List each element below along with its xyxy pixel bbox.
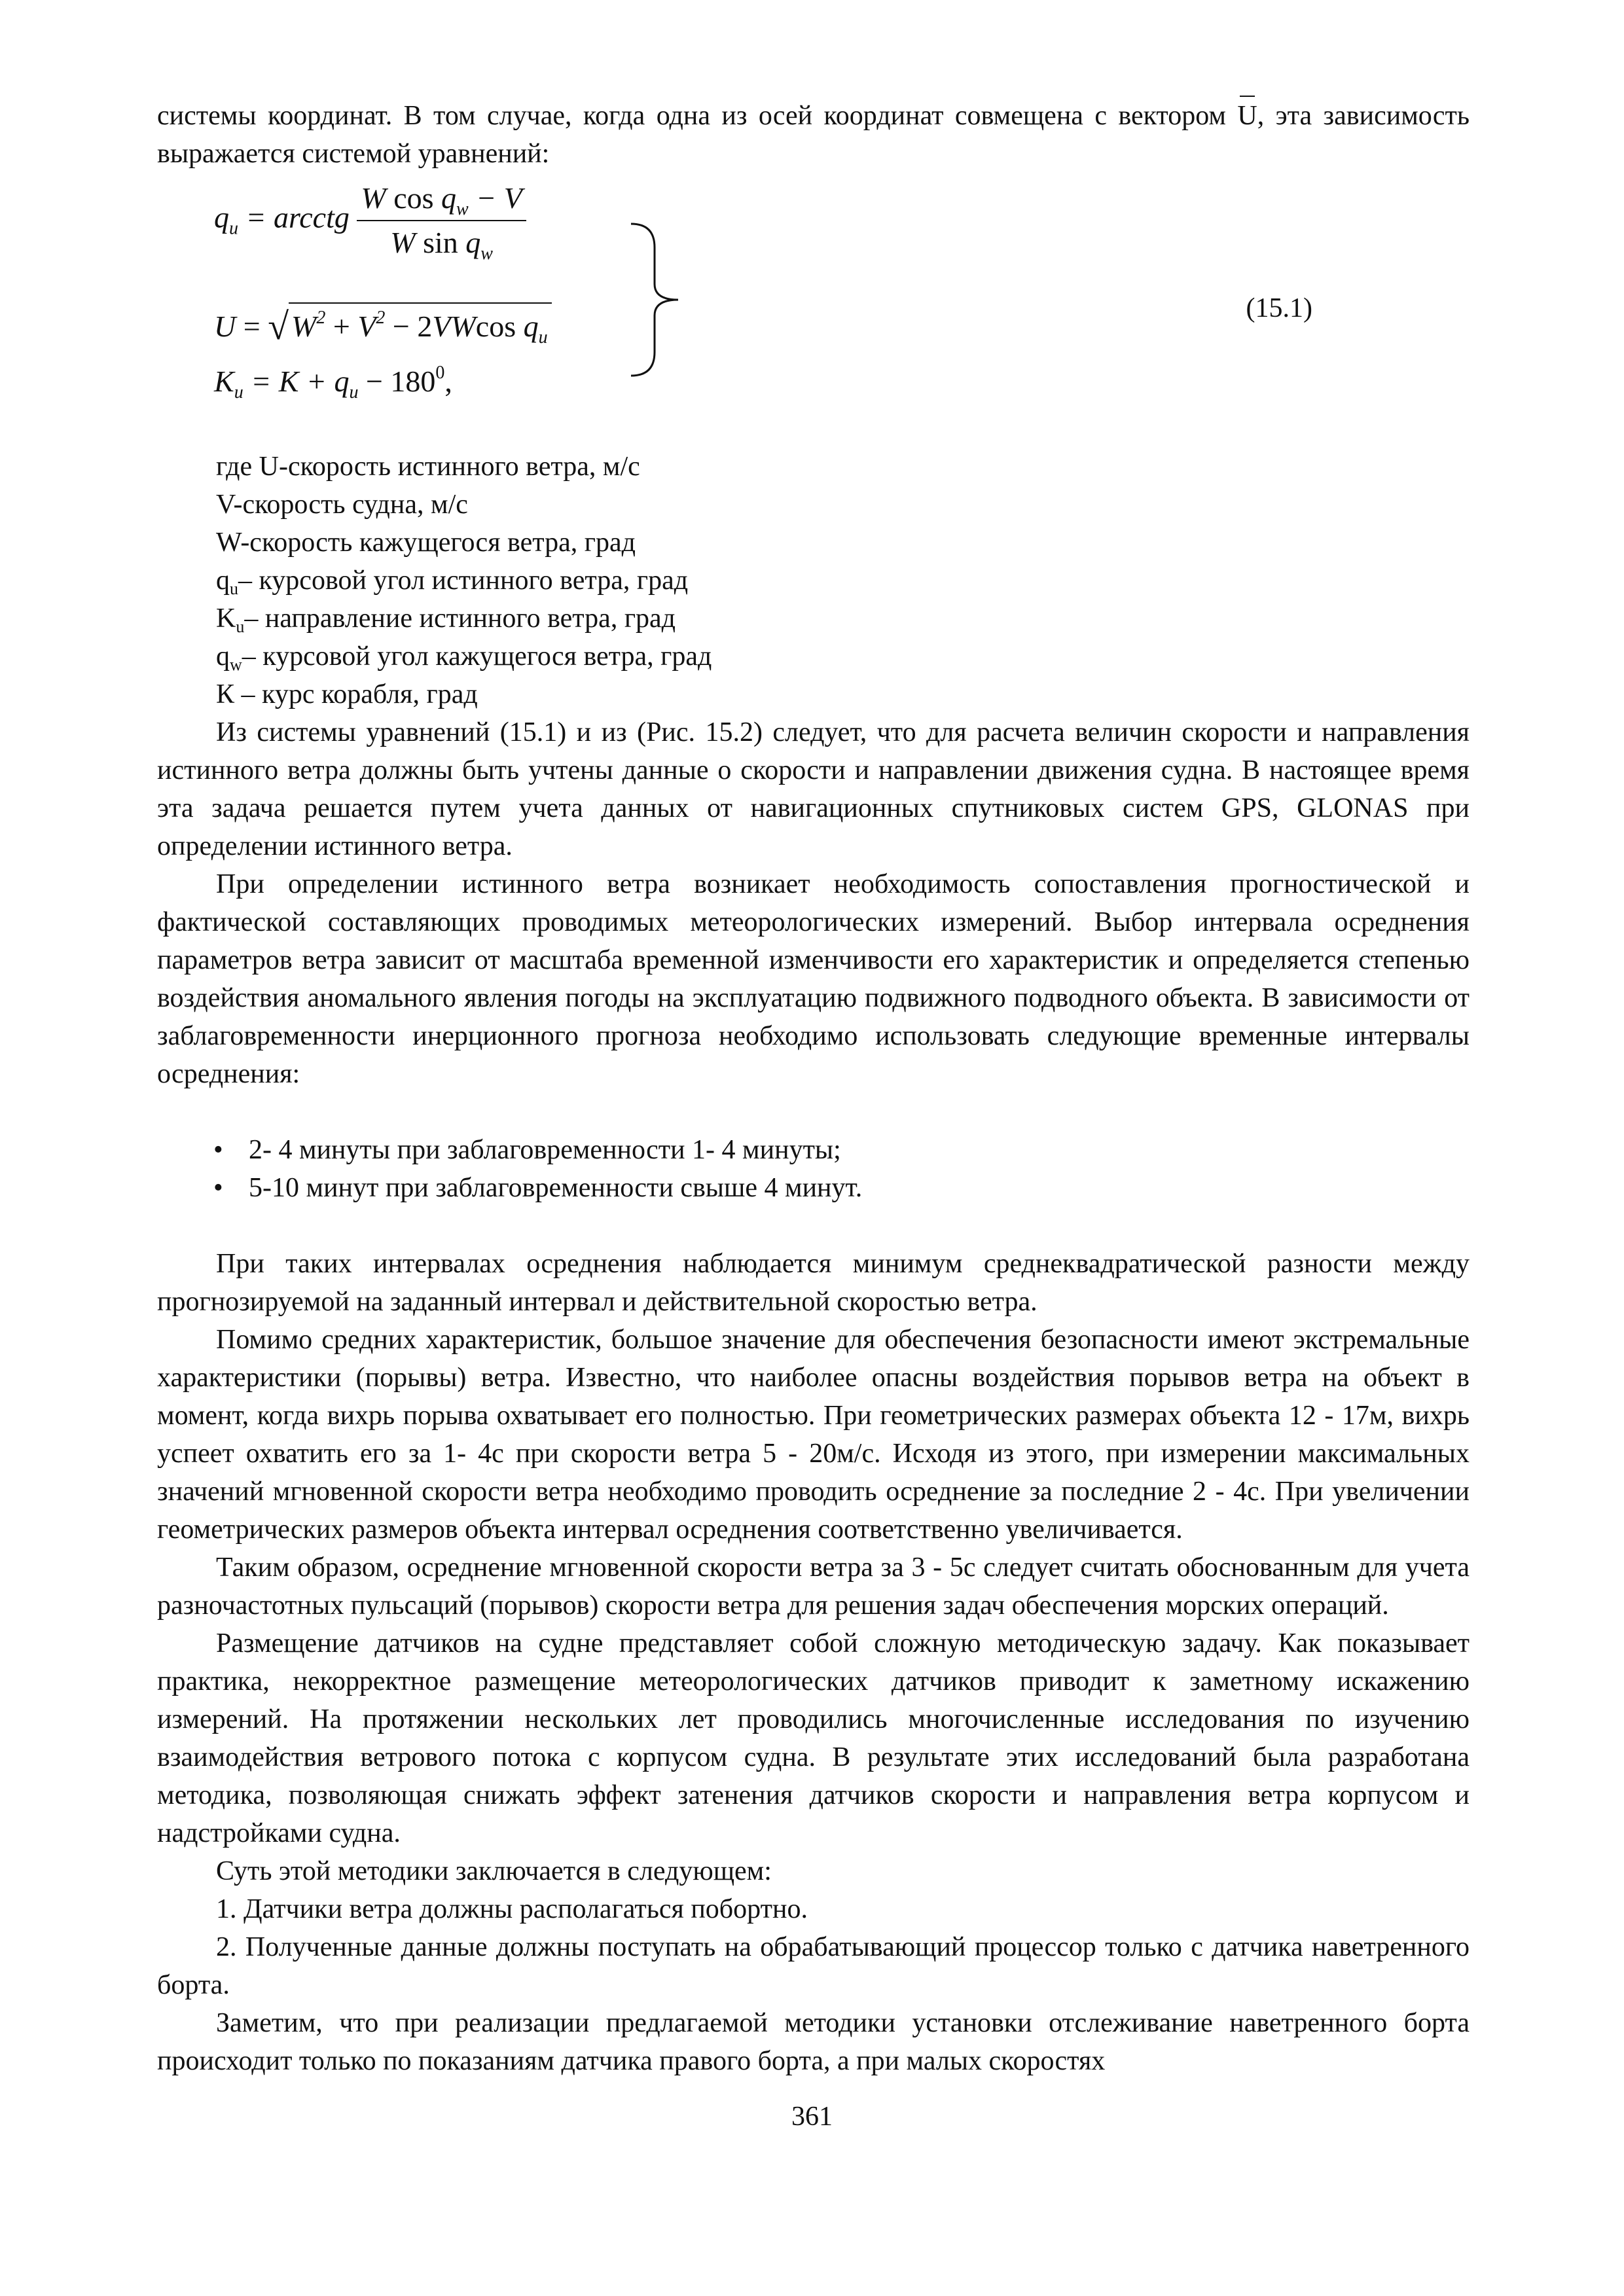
definition-item: $K_u-$ направление истинного ветра, град [216, 603, 676, 636]
list-item: • 5-10 минут при заблаговременности свыше 4 минут. [157, 1169, 1470, 1207]
body-paragraph: При определении истинного ветра возникает необходимость сопоставления прогностической и фактической составляющих проводимых метеорологических измерений. Выбор интервала осреднения параметров ветра зависит от масштаба временной изменчивости его характеристик и определяется степенью воздействия аномального явления погоды на эксплуатацию подвижного подводного объекта. В зависимости от заблаговременности инерционного прогноза необходимо использовать следующие временные интервалы осреднения: [157, 869, 1470, 1089]
right-brace-icon [628, 221, 687, 378]
body-paragraph: При таких интервалах осреднения наблюдается минимум среднеквадратической разности между прогнозируемой на заданный интервал и действительной скоростью ветра. [157, 1249, 1470, 1317]
body-paragraph: Суть этой методики заключается в следующем: [216, 1856, 772, 1886]
vector-u: U [1237, 97, 1257, 135]
equation-ku: $K_u = K + q_u - 180^0$, [214, 363, 452, 403]
definition-item: V-скорость судна, м/с [216, 490, 468, 520]
definition-item: К – курс корабля, град [216, 679, 478, 709]
body-paragraph: Помимо средних характеристик, большое значение для обеспечения безопасности имеют экстремальные характеристики (порывы) ветра. Известно, что наиболее опасны воздействия порывов ветра на объект в момент, когда вихрь порыва охватывает его полностью. При геометрических размерах объекта 12 - 17м, вихрь успеет охватить его за 1- 4с при скорости ветра 5 - 20м/с. Исходя из этого, при измерении максимальных значений мгновенной скорости ветра необходимо проводить осреднение за последние 2 - 4с. При увеличении геометрических размеров объекта интервал осреднения соответственно увеличивается. [157, 1325, 1470, 1545]
bullet-icon: • [213, 1135, 223, 1165]
intro-paragraph [157, 97, 1470, 173]
body-paragraph: Заметим, что при реализации предлагаемой методики установки отслеживание наветренного борта происходит только по показаниям датчика правого борта, а при малых скоростях [157, 2008, 1470, 2076]
body-paragraph: 1. Датчики ветра должны располагаться побортно. [216, 1894, 808, 1924]
radical-sign: √ [268, 305, 289, 348]
equation-system [157, 174, 1470, 448]
definitions-list [157, 448, 1470, 713]
equation-qu: $q_u$ = arcctg $\frac{W \cos q_w - V}{W \sin q_w}$ [214, 179, 526, 262]
body-paragraph: Таким образом, осреднение мгновенной скорости ветра за 3 - 5с следует считать обоснованным для учета разночастотных пульсаций (порывов) скорости ветра для решения задач обеспечения морских операций. [157, 1552, 1470, 1621]
body-paragraph: 2. Полученные данные должны поступать на обрабатывающий процессор только с датчика наветренного борта. [157, 1932, 1470, 2000]
body-paragraph: Из системы уравнений (15.1) и из (Рис. 15.2) следует, что для расчета величин скорости и направления истинного ветра должны быть учтены данные о скорости и направлении движения судна. В настоящее время эта задача решается путем учета данных от навигационных спутниковых систем GPS, GLONAS при определении истинного ветра. [157, 717, 1470, 861]
list-item: • 2- 4 минуты при заблаговременности 1- 4 минуты; [157, 1131, 1470, 1169]
intro-text: системы координат. В том случае, когда одна из осей координат совмещена с вектором [157, 101, 1238, 131]
page-number: 361 [791, 2102, 833, 2132]
definition-item: W-скорость кажущегося ветра, град [216, 528, 636, 558]
definition-item: где U-скорость истинного ветра, м/с [216, 452, 640, 482]
equation-u: $U = √W^2 + V^2 - 2VWcos$ $q_u$ [214, 302, 552, 346]
intro-text-end: , эта зависимость выражается системой уравнений: [157, 101, 1470, 169]
radicand: $W^2 + V^2 - 2VWcos$ $q_u$ [289, 302, 552, 346]
definition-item: $q_u-$ курсовой угол истинного ветра, град [216, 565, 689, 598]
interval-list [157, 1131, 1470, 1207]
equation-number: (15.1) [1246, 293, 1312, 323]
body-paragraph: Размещение датчиков на судне представляет собой сложную методическую задачу. Как показывает практика, некорректное размещение метеорологических датчиков приводит к заметному искажению измерений. На протяжении нескольких лет проводились многочисленные исследования по изучению взаимодействия ветрового потока с корпусом судна. В результате этих исследований была разработана методика, позволяющая снижать эффект затенения датчиков скорости и направления ветра корпусом и надстройками судна. [157, 1628, 1470, 1848]
bullet-icon: • [213, 1173, 223, 1203]
page-body [157, 97, 1470, 2080]
definition-item: $q_w-$ курсовой угол кажущегося ветра, град [216, 641, 712, 674]
fraction: $\frac{W \cos q_w - V}{W \sin q_w}$ [357, 179, 526, 262]
